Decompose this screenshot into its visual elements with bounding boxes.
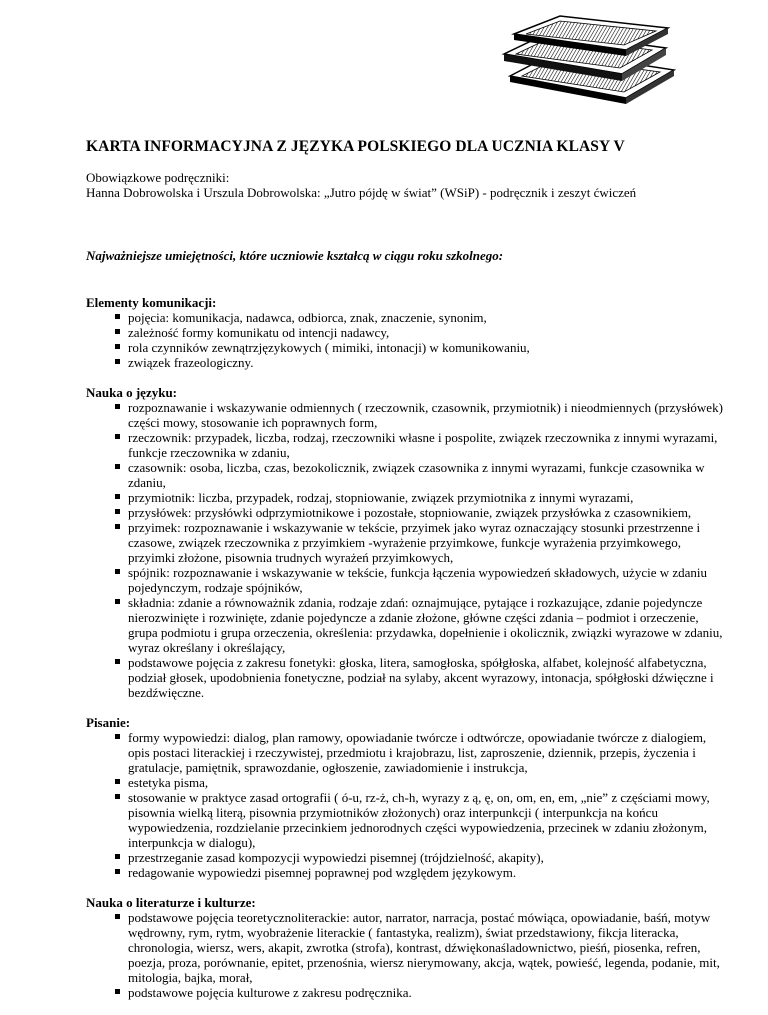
list-item: przestrzeganie zasad kompozycji wypowiedzi pisemnej (trójdzielność, akapity),: [86, 850, 726, 865]
list-item: stosowanie w praktyce zasad ortografii ( ó-u, rz-ż, ch-h, wyrazy z ą, ę, on, om, en, em, „nie” z częściami mowy, pisownia wielką literą, pisownia przymiotników złożonych) oraz interpunkcji ( interpunkcja na końcu wypowiedzenia, rozdzielanie przecinkiem jednorodnych części wypowiedzenia, przecinek w zdaniu złożonym, interpunkcja w dialogu),: [86, 790, 726, 850]
list-item: redagowanie wypowiedzi pisemnej poprawnej pod względem językowym.: [86, 865, 726, 880]
skills-intro: Najważniejsze umiejętności, które uczniowie kształcą w ciągu roku szkolnego:: [86, 248, 504, 263]
list-item: zależność formy komunikatu od intencji nadawcy,: [86, 325, 726, 340]
list-item: podstawowe pojęcia kulturowe z zakresu podręcznika.: [86, 985, 726, 1000]
document-title: KARTA INFORMACYJNA Z JĘZYKA POLSKIEGO DLA UCZNIA KLASY V: [86, 138, 625, 155]
document-page: [86, 139, 726, 1015]
bullet-list: [86, 730, 726, 880]
section-heading: Pisanie:: [86, 715, 131, 730]
list-item: przysłówek: przysłówki odprzymiotnikowe i pozostałe, stopniowanie, związek przysłówka z czasownikiem,: [86, 505, 726, 520]
list-item: rozpoznawanie i wskazywanie odmiennych ( rzeczownik, czasownik, przymiotnik) i nieodmiennych (przysłówek) części mowy, stosowanie ich poprawnych form,: [86, 400, 726, 430]
section-language: [86, 385, 726, 700]
stacked-books-icon: [496, 14, 680, 106]
section-heading: Nauka o języku:: [86, 385, 178, 400]
textbooks-label: Obowiązkowe podręczniki:: [86, 170, 230, 185]
list-item: składnia: zdanie a równoważnik zdania, rodzaje zdań: oznajmujące, pytające i rozkazujące, zdanie pojedyncze nierozwinięte i rozwinięte, zdanie pojedyncze a zdanie złożone, główne części zdania – podmiot i orzeczenie, grupa podmiotu i grupa orzeczenia, określenia: przydawka, dopełnienie i okolicznik, związki wyrazowe w zdaniu, wyraz określany i określający,: [86, 595, 726, 655]
list-item: rzeczownik: przypadek, liczba, rodzaj, rzeczowniki własne i pospolite, związek rzeczownika z innymi wyrazami, funkcje rzeczownika w zdaniu,: [86, 430, 726, 460]
textbooks-block: [86, 170, 726, 200]
list-item: estetyka pisma,: [86, 775, 726, 790]
list-item: formy wypowiedzi: dialog, plan ramowy, opowiadanie twórcze i odtwórcze, opowiadanie twórcze z dialogiem, opis postaci literackiej i rzeczywistej, przedmiotu i krajobrazu, list, zaproszenie, dziennik, przepis, życzenia i gratulacje, pamiętnik, sprawozdanie, ogłoszenie, zawiadomienie i instrukcja,: [86, 730, 726, 775]
section-writing: [86, 715, 726, 880]
section-literature: [86, 895, 726, 1000]
list-item: czasownik: osoba, liczba, czas, bezokolicznik, związek czasownika z innymi wyrazami, funkcje czasownika w zdaniu,: [86, 460, 726, 490]
section-heading: Nauka o literaturze i kulturze:: [86, 895, 256, 910]
section-communication: [86, 295, 726, 370]
list-item: podstawowe pojęcia z zakresu fonetyki: głoska, litera, samogłoska, spółgłoska, alfabet, kolejność alfabetyczna, podział głosek, upodobnienia fonetyczne, podział na sylaby, akcent wyrazowy, intonacja, spółgłoski dźwięczne i bezdźwięczne.: [86, 655, 726, 700]
bullet-list: [86, 400, 726, 700]
list-item: rola czynników zewnątrzjęzykowych ( mimiki, intonacji) w komunikowaniu,: [86, 340, 726, 355]
list-item: spójnik: rozpoznawanie i wskazywanie w tekście, funkcja łączenia wypowiedzeń składowych, użycie w zdaniu pojedynczym, rodzaje spójników,: [86, 565, 726, 595]
list-item: przymiotnik: liczba, przypadek, rodzaj, stopniowanie, związek przymiotnika z innymi wyrazami,: [86, 490, 726, 505]
list-item: przyimek: rozpoznawanie i wskazywanie w tekście, przyimek jako wyraz oznaczający stosunki przestrzenne i czasowe, związek rzeczownika z przyimkiem -wyrażenie przyimkowe, funkcje wyrażenia przyimkowego, przyimki złożone, pisownia trudnych wyrażeń przyimkowych,: [86, 520, 726, 565]
textbooks-value: Hanna Dobrowolska i Urszula Dobrowolska: „Jutro pójdę w świat” (WSiP) - podręcznik i zeszyt ćwiczeń: [86, 185, 637, 200]
section-heading: Elementy komunikacji:: [86, 295, 217, 310]
list-item: związek frazeologiczny.: [86, 355, 726, 370]
bullet-list: [86, 310, 726, 370]
bullet-list: [86, 910, 726, 1000]
list-item: pojęcia: komunikacja, nadawca, odbiorca, znak, znaczenie, synonim,: [86, 310, 726, 325]
list-item: podstawowe pojęcia teoretycznoliterackie: autor, narrator, narracja, postać mówiąca, opowiadanie, baśń, motyw wędrowny, rym, rytm, wyobrażenie literackie ( fantastyka, realizm), świat przedstawiony, fikcja literacka, chronologia, wiersz, wers, akapit, zwrotka (strofa), kontrast, dźwiękonaśladownictwo, pieśń, piosenka, refren, poezja, proza, porównanie, epitet, przenośnia, wiersz nierymowany, akcja, wątek, powieść, legenda, podanie, mit, mitologia, bajka, morał,: [86, 910, 726, 985]
